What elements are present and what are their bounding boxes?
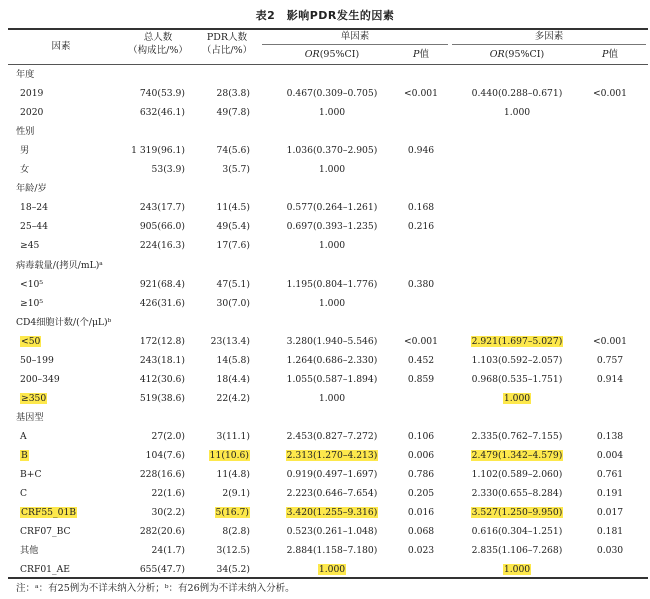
group-label: 病毒载量/(拷贝/mL)ᵃ (16, 259, 103, 271)
cell-total-value: 243(17.7) (139, 202, 185, 214)
cell-pdr (186, 466, 250, 484)
cell-pdr-value: 74(5.6) (216, 145, 250, 157)
cell-or1 (266, 352, 398, 370)
row-label: 其他 (20, 545, 39, 557)
cell-or1-value: 1.000 (318, 564, 346, 576)
header-or2-or: OR (489, 49, 505, 60)
row-label: <10⁵ (20, 278, 44, 290)
cell-total-value: 632(46.1) (139, 107, 185, 119)
cell-total (95, 371, 185, 389)
cell-or1 (266, 199, 398, 217)
table-row (0, 161, 650, 179)
table-row (0, 485, 650, 503)
cell-or2 (432, 333, 602, 351)
cell-or2-value: 0.440(0.288–0.671) (471, 88, 563, 100)
row-label: CRF01_AE (20, 564, 70, 576)
cell-p1 (395, 276, 447, 294)
cell-pdr-value: 18(4.4) (216, 373, 250, 385)
cell-p2 (582, 542, 638, 560)
cell-total (95, 390, 185, 408)
row-label: 2019 (20, 88, 44, 100)
cell-or2 (432, 428, 602, 446)
cell-p2 (582, 85, 638, 103)
cell-p2 (582, 428, 638, 446)
cell-or1-value: 1.000 (318, 107, 346, 119)
row-label (20, 447, 29, 465)
table-row (0, 85, 650, 103)
cell-pdr (186, 161, 250, 179)
header-total-line2: （构成比/%） (128, 45, 188, 56)
cell-or1-value: 1.000 (318, 164, 346, 176)
table-row (0, 237, 650, 255)
cell-or2-value: 3.527(1.250–9.950) (471, 507, 563, 519)
cell-or1-value: 1.000 (318, 392, 346, 404)
cell-p2-value: <0.001 (592, 335, 627, 347)
cell-pdr-value: 49(5.4) (216, 221, 250, 233)
cell-or1 (266, 276, 398, 294)
cell-total-value: 243(18.1) (139, 354, 185, 366)
cell-total-value: 412(30.6) (139, 373, 185, 385)
group-label: 年度 (16, 69, 35, 80)
cell-or2-value: 2.835(1.106–7.268) (471, 545, 563, 557)
cell-p2 (582, 447, 638, 465)
table-row (0, 504, 650, 522)
cell-p1 (395, 218, 447, 236)
cell-total (95, 523, 185, 541)
cell-or1-value: 2.313(1.270–4.213) (286, 450, 378, 461)
cell-or2-value: 0.968(0.535–1.751) (471, 373, 563, 385)
cell-total-value: 655(47.7) (139, 564, 185, 576)
cell-total-value: 740(53.9) (139, 88, 185, 100)
cell-or2-value: 1.103(0.592–2.057) (471, 354, 563, 366)
cell-p2-value: <0.001 (592, 88, 627, 100)
cell-p1-value: 0.168 (407, 202, 435, 214)
cell-p2-value: 0.004 (596, 450, 624, 461)
row-label-value: ≥350 (21, 392, 47, 404)
table-row (0, 371, 650, 389)
cell-pdr-value: 28(3.8) (216, 88, 250, 100)
header-p1-p: P (413, 49, 420, 60)
header-univariate: 单因素 (340, 31, 370, 42)
cell-or1 (266, 295, 398, 313)
cell-p1-value: <0.001 (403, 335, 438, 347)
cell-p1 (395, 199, 447, 217)
cell-pdr-value: 30(7.0) (216, 297, 250, 309)
cell-or2-value: 1.000 (503, 107, 531, 119)
cell-or1-value: 2.223(0.646–7.654) (286, 488, 378, 500)
group-label: CD4细胞计数/(个/μL)ᵇ (16, 316, 112, 328)
cell-total (95, 352, 185, 370)
cell-or2 (432, 504, 602, 522)
header-or1 (266, 48, 398, 61)
cell-or1-value: 0.577(0.264–1.261) (286, 202, 378, 214)
cell-or1-value: 3.420(1.255–9.316) (286, 507, 378, 519)
cell-pdr-value: 11(10.6) (209, 450, 249, 461)
cell-or2-value: 2.921(1.697–5.027) (471, 335, 563, 347)
cell-total-value: 27(2.0) (151, 430, 185, 442)
cell-pdr-value: 22(4.2) (216, 392, 250, 404)
cell-p2-value: 0.030 (596, 545, 624, 557)
cell-pdr-value: 17(7.6) (216, 240, 250, 252)
cell-p2-value: 0.181 (596, 526, 624, 538)
header-p2-p: P (602, 49, 609, 60)
header-or2-ci: (95%CI) (504, 49, 545, 60)
cell-or1-value: 1.264(0.686–2.330) (286, 354, 378, 366)
cell-total (95, 447, 185, 465)
header-factor: 因素 (51, 41, 71, 52)
cell-p2-value: 0.914 (596, 373, 624, 385)
row-label-value: B (21, 450, 28, 461)
cell-total-value: 224(16.3) (139, 240, 185, 252)
cell-p2 (582, 485, 638, 503)
cell-or2 (432, 85, 602, 103)
univariate-subrule (262, 44, 448, 45)
cell-pdr (186, 199, 250, 217)
cell-pdr (186, 104, 250, 122)
cell-total (95, 333, 185, 351)
table-row (0, 142, 650, 160)
cell-or1-value: 1.055(0.587–1.894) (286, 373, 378, 385)
cell-total-value: 30(2.2) (151, 507, 185, 519)
cell-total-value: 172(12.8) (139, 335, 185, 347)
cell-p1-value: 0.205 (407, 488, 435, 500)
cell-total-value: 921(68.4) (139, 278, 185, 290)
cell-or1 (266, 333, 398, 351)
cell-pdr-value: 47(5.1) (216, 278, 250, 290)
cell-or2-value: 2.479(1.342–4.579) (471, 450, 563, 461)
row-label: 2020 (20, 107, 44, 119)
cell-total (95, 104, 185, 122)
cell-or1-value: 2.884(1.158–7.180) (286, 545, 378, 557)
cell-total (95, 504, 185, 522)
header-or1-or: OR (304, 49, 320, 60)
cell-or1 (266, 161, 398, 179)
row-label: 50–199 (20, 354, 54, 366)
cell-pdr (186, 352, 250, 370)
row-label (20, 504, 77, 522)
cell-or2 (432, 447, 602, 465)
cell-pdr (186, 371, 250, 389)
cell-p2-value: 0.017 (596, 507, 624, 519)
table-row (0, 390, 650, 408)
cell-p1-value: 0.023 (407, 545, 435, 557)
cell-total-value: 228(16.6) (139, 469, 185, 481)
cell-pdr (186, 504, 250, 522)
cell-or2-value: 1.102(0.589–2.060) (471, 469, 563, 481)
cell-total-value: 24(1.7) (151, 545, 185, 557)
cell-pdr (186, 295, 250, 313)
cell-or1-value: 0.919(0.497–1.697) (286, 469, 378, 481)
table-row (0, 276, 650, 294)
cell-or1 (266, 428, 398, 446)
cell-or2 (432, 104, 602, 122)
row-label (20, 390, 47, 408)
header-rule (8, 64, 648, 65)
cell-p1-value: 0.380 (407, 278, 435, 290)
group-label: 年龄/岁 (16, 183, 47, 195)
cell-total-value: 282(20.6) (139, 526, 185, 538)
cell-p2 (582, 352, 638, 370)
table-row (0, 104, 650, 122)
cell-pdr (186, 390, 250, 408)
cell-total (95, 466, 185, 484)
cell-or1 (266, 371, 398, 389)
group-row (0, 409, 650, 427)
row-label: ≥45 (20, 240, 40, 252)
bottom-rule (8, 577, 648, 579)
row-label: 男 (20, 145, 30, 157)
cell-pdr (186, 428, 250, 446)
cell-total-value: 1 319(96.1) (131, 145, 185, 157)
table-title: 表2 影响PDR发生的因素 (255, 9, 395, 22)
cell-total (95, 428, 185, 446)
cell-or2 (432, 352, 602, 370)
cell-total-value: 53(3.9) (151, 164, 185, 176)
table-row (0, 447, 650, 465)
header-total-line1: 总人数 (143, 32, 173, 43)
cell-or1-value: 2.453(0.827–7.272) (286, 430, 378, 442)
table-row (0, 333, 650, 351)
cell-pdr-value: 11(4.8) (216, 469, 250, 481)
cell-total (95, 199, 185, 217)
header-pdr (196, 31, 258, 57)
cell-or1-value: 1.036(0.370–2.905) (286, 145, 378, 157)
cell-or2-value: 1.000 (503, 564, 531, 576)
cell-pdr (186, 542, 250, 560)
cell-or1 (266, 104, 398, 122)
cell-or1-value: 0.523(0.261–1.048) (286, 526, 378, 538)
cell-or2 (432, 466, 602, 484)
cell-pdr (186, 523, 250, 541)
cell-total-value: 905(66.0) (139, 221, 185, 233)
cell-or1-value: 0.467(0.309–0.705) (286, 88, 378, 100)
cell-or2-value: 2.335(0.762–7.155) (471, 430, 563, 442)
cell-p1-value: 0.452 (407, 354, 435, 366)
cell-total (95, 276, 185, 294)
cell-or1 (266, 466, 398, 484)
cell-total (95, 85, 185, 103)
cell-p1-value: 0.106 (407, 430, 435, 442)
cell-p2-value: 0.138 (596, 430, 624, 442)
cell-total (95, 237, 185, 255)
cell-pdr (186, 85, 250, 103)
cell-p1-value: 0.216 (407, 221, 435, 233)
table-row (0, 295, 650, 313)
cell-or1 (266, 390, 398, 408)
cell-pdr-value: 23(13.4) (210, 335, 250, 347)
cell-or1 (266, 218, 398, 236)
cell-or1 (266, 237, 398, 255)
cell-pdr-value: 49(7.8) (216, 107, 250, 119)
cell-or1-value: 1.000 (318, 240, 346, 252)
row-label: ≥10⁵ (20, 297, 44, 309)
cell-total-value: 519(38.6) (139, 392, 185, 404)
cell-pdr (186, 142, 250, 160)
cell-or1-value: 0.697(0.393–1.235) (286, 221, 378, 233)
group-row (0, 257, 650, 275)
cell-p2 (582, 333, 638, 351)
table-row (0, 428, 650, 446)
cell-p1-value: <0.001 (403, 88, 438, 100)
header-or1-ci: (95%CI) (319, 49, 360, 60)
cell-p2-value: 0.757 (596, 354, 624, 366)
cell-or1 (266, 523, 398, 541)
table-row (0, 523, 650, 541)
cell-p2-value: 0.191 (596, 488, 624, 500)
cell-p1-value: 0.786 (407, 469, 435, 481)
table-row (0, 218, 650, 236)
cell-total (95, 161, 185, 179)
cell-total (95, 295, 185, 313)
cell-total (95, 218, 185, 236)
header-multivariate: 多因素 (534, 31, 564, 42)
cell-total-value: 22(1.6) (151, 488, 185, 500)
cell-pdr-value: 5(16.7) (215, 507, 249, 519)
table-row (0, 466, 650, 484)
header-pdr-line1: PDR人数 (206, 32, 248, 43)
cell-or1 (266, 142, 398, 160)
row-label: A (20, 430, 27, 442)
header-p2 (582, 48, 638, 61)
cell-total (95, 142, 185, 160)
row-label-value: CRF55_01B (21, 507, 77, 519)
group-row (0, 123, 650, 141)
cell-pdr-value: 14(5.8) (216, 354, 250, 366)
group-label: 基因型 (16, 411, 44, 423)
header-p2-suffix: 值 (608, 49, 618, 60)
cell-pdr (186, 485, 250, 503)
group-row (0, 314, 650, 332)
cell-pdr-value: 3(12.5) (216, 545, 250, 557)
multivariate-subrule (452, 44, 646, 45)
cell-or2-value: 1.000 (503, 392, 531, 404)
row-label: C (20, 488, 28, 500)
cell-p1-value: 0.016 (407, 507, 435, 519)
row-label (20, 333, 41, 351)
cell-pdr (186, 276, 250, 294)
cell-or1 (266, 485, 398, 503)
cell-or2-value: 2.330(0.655–8.284) (471, 488, 563, 500)
cell-pdr-value: 34(5.2) (216, 564, 250, 576)
cell-p2 (582, 466, 638, 484)
cell-or2 (432, 390, 602, 408)
cell-or2 (432, 371, 602, 389)
group-row (0, 180, 650, 198)
cell-p1-value: 0.006 (407, 450, 435, 461)
cell-or2 (432, 542, 602, 560)
cell-p1-value: 0.946 (407, 145, 435, 157)
cell-pdr-value: 8(2.8) (222, 526, 250, 538)
cell-or2-value: 0.616(0.304–1.251) (471, 526, 563, 538)
cell-total (95, 485, 185, 503)
cell-or1-value: 1.195(0.804–1.776) (286, 278, 378, 290)
cell-pdr-value: 3(5.7) (222, 164, 250, 176)
cell-p1-value: 0.068 (407, 526, 435, 538)
cell-or1 (266, 504, 398, 522)
cell-pdr (186, 218, 250, 236)
cell-pdr (186, 237, 250, 255)
header-total (118, 31, 198, 57)
cell-or1 (266, 542, 398, 560)
cell-p2 (582, 523, 638, 541)
cell-or2 (432, 523, 602, 541)
cell-or1 (266, 447, 398, 465)
row-label: 女 (20, 164, 30, 176)
table-row (0, 199, 650, 217)
cell-p2-value: 0.761 (596, 469, 624, 481)
cell-p1-value: 0.859 (407, 373, 435, 385)
row-label-value: <50 (21, 335, 41, 347)
cell-total-value: 426(31.6) (139, 297, 185, 309)
table-note: 注：ᵃ：有25例为不详未纳入分析；ᵇ：有26例为不详未纳入分析。 (16, 583, 295, 594)
cell-pdr-value: 3(11.1) (216, 430, 250, 442)
cell-or1-value: 3.280(1.940–5.546) (286, 335, 378, 347)
header-p1-suffix: 值 (419, 49, 429, 60)
row-label: 25–44 (20, 221, 48, 233)
cell-pdr-value: 11(4.5) (216, 202, 250, 214)
cell-pdr (186, 333, 250, 351)
cell-or1-value: 1.000 (318, 297, 346, 309)
row-label: 18–24 (20, 202, 48, 214)
cell-total-value: 104(7.6) (145, 450, 185, 461)
row-label: 200–349 (20, 373, 60, 385)
row-label: CRF07_BC (20, 526, 71, 538)
cell-p2 (582, 371, 638, 389)
header-pdr-line2: （占比/%） (201, 45, 253, 56)
group-row (0, 66, 650, 84)
cell-pdr-value: 2(9.1) (222, 488, 250, 500)
table-row (0, 542, 650, 560)
cell-or1 (266, 85, 398, 103)
header-or2 (432, 48, 602, 61)
cell-pdr (186, 447, 250, 465)
cell-total (95, 542, 185, 560)
cell-or2 (432, 485, 602, 503)
row-label: B+C (20, 469, 42, 481)
group-label: 性别 (16, 126, 35, 138)
table-row (0, 352, 650, 370)
cell-p1 (395, 142, 447, 160)
cell-p2 (582, 504, 638, 522)
